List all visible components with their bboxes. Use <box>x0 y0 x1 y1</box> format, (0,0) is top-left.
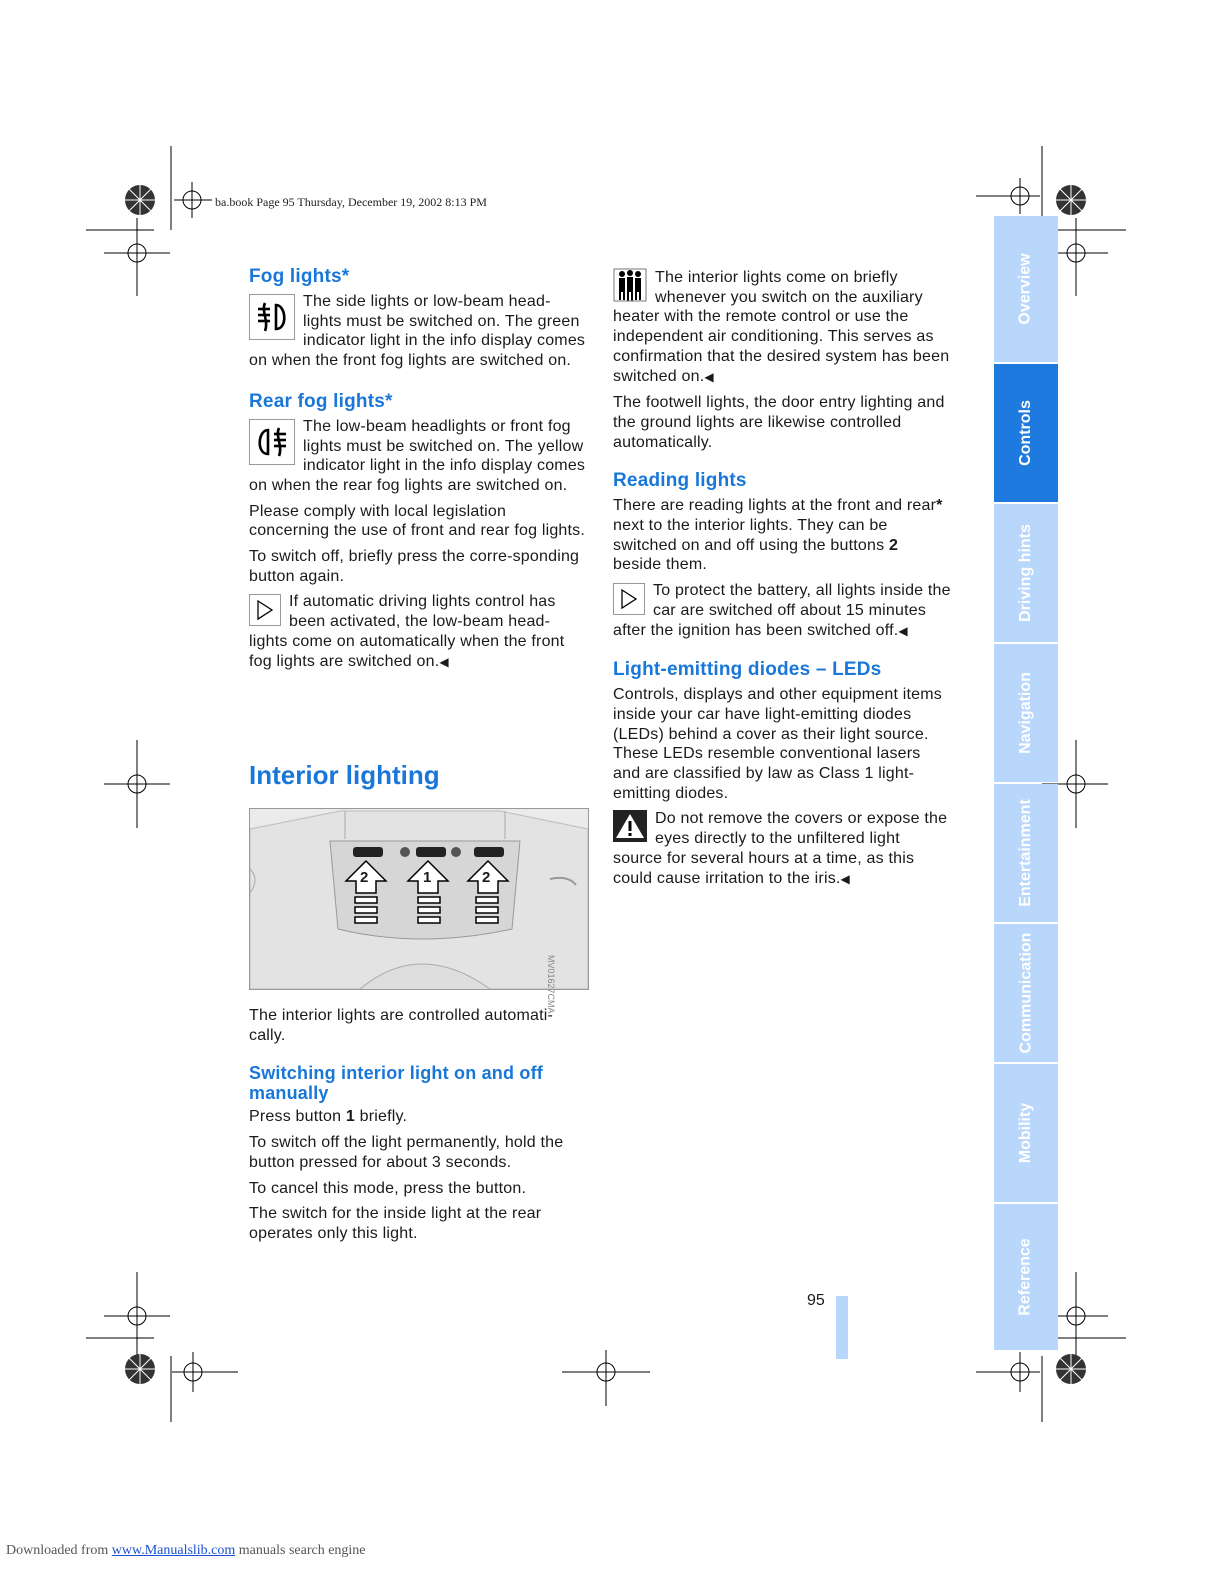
page-number: 95 <box>807 1292 825 1309</box>
tab-communication[interactable]: Communication <box>994 924 1058 1062</box>
download-footer: Downloaded from www.Manualslib.com manuals search engine <box>6 1543 366 1558</box>
end-mark-icon: ◀ <box>898 623 908 638</box>
battery-note: To protect the battery, all lights inside the car are switched off about 15 minutes after the ignition has been switched off.◀ <box>613 582 951 639</box>
tab-reference[interactable]: Reference <box>994 1204 1058 1350</box>
switch-off-paragraph: To switch off, briefly press the corre-sponding button again. <box>249 548 580 585</box>
reading-lights-paragraph: There are reading lights at the front and rear* next to the interior lights. They can be switched on and off using the buttons 2 beside them. <box>613 497 943 574</box>
manual-switching-heading: Switching interior light on and off manually <box>249 1063 543 1104</box>
fog-lights-heading: Fog lights* <box>249 266 350 287</box>
fog-lights-paragraph: The side lights or low-beam head-lights must be switched on. The green indicator light in the info display comes on when the front fog lights are switched on. <box>249 293 586 370</box>
rear-fog-lights-paragraph: The low-beam headlights or front fog lights must be switched on. The yellow indicator light in the info display comes on when the rear fog lights are switched on. <box>249 417 586 494</box>
tab-mobility[interactable]: Mobility <box>994 1064 1058 1202</box>
led-warning: Do not remove the covers or expose the eyes directly to the unfiltered light source for several hours at a time, as this could cause irritation to the iris.◀ <box>613 810 948 887</box>
interior-lighting-heading: Interior lighting <box>249 760 440 790</box>
end-mark-icon: ◀ <box>704 369 714 384</box>
note-triangle-icon <box>613 583 645 615</box>
warning-icon <box>613 809 647 843</box>
tab-driving-hints[interactable]: Driving hints <box>994 504 1058 642</box>
end-mark-icon: ◀ <box>840 871 850 886</box>
led-heading: Light-emitting diodes – LEDs <box>613 659 882 681</box>
tab-overview[interactable]: Overview <box>994 216 1058 362</box>
rear-switch-paragraph: The switch for the inside light at the rear operates only this light. <box>249 1205 542 1242</box>
note-triangle-icon <box>249 594 281 626</box>
led-paragraph: Controls, displays and other equipment items inside your car have light-emitting diodes (LEDs) behind a cover as their light source. These LEDs resemble conventional lasers and are classified by law as Class 1 light-emitting diodes. <box>613 686 942 802</box>
comply-paragraph: Please comply with local legislation concerning the use of front and rear fog lights. <box>249 502 586 540</box>
figure-label-center: 1 <box>423 869 432 886</box>
interior-auto-paragraph: The interior lights are controlled automati-cally. <box>249 1007 554 1044</box>
interior-light-figure <box>249 808 589 990</box>
page-number-bar <box>836 1296 848 1359</box>
tab-controls[interactable]: Controls <box>994 364 1058 502</box>
auto-lights-note: If automatic driving lights control has been activated, the low-beam head-lights come on automatically when the front fog lights are switched on.◀ <box>249 593 565 670</box>
rear-fog-lights-heading: Rear fog lights* <box>249 390 393 412</box>
left-column-lower <box>249 1006 587 1250</box>
rear-fog-light-icon <box>249 419 295 465</box>
press-button-paragraph: Press button 1 briefly. <box>249 1108 408 1126</box>
cancel-mode-paragraph: To cancel this mode, press the button. <box>249 1179 527 1197</box>
permanent-off-paragraph: To switch off the light permanently, hold the button pressed for about 3 seconds. <box>249 1134 564 1171</box>
people-icon <box>613 268 647 302</box>
manualslib-link[interactable]: www.Manualslib.com <box>111 1543 236 1558</box>
front-fog-light-icon <box>249 294 295 340</box>
footwell-paragraph: The footwell lights, the door entry lighting and the ground lights are likewise controlled automatically. <box>613 394 945 451</box>
figure-code: MV01627CMA <box>546 955 556 1014</box>
print-header: ba.book Page 95 Thursday, December 19, 2002 8:13 PM <box>215 195 487 209</box>
right-column <box>613 268 951 895</box>
figure-label-right: 2 <box>482 869 491 886</box>
overhead-console-illustration <box>250 809 588 989</box>
reading-lights-heading: Reading lights <box>613 470 747 492</box>
auxiliary-heater-paragraph: The interior lights come on briefly whenever you switch on the auxiliary heater with the remote control or use the independent air conditioning. This serves as confirmation that the desired system has been switched on.◀ <box>613 269 950 385</box>
figure-label-left: 2 <box>360 869 369 886</box>
tab-navigation[interactable]: Navigation <box>994 644 1058 782</box>
tab-entertainment[interactable]: Entertainment <box>994 784 1058 922</box>
left-column <box>249 266 587 678</box>
end-mark-icon: ◀ <box>439 654 449 669</box>
